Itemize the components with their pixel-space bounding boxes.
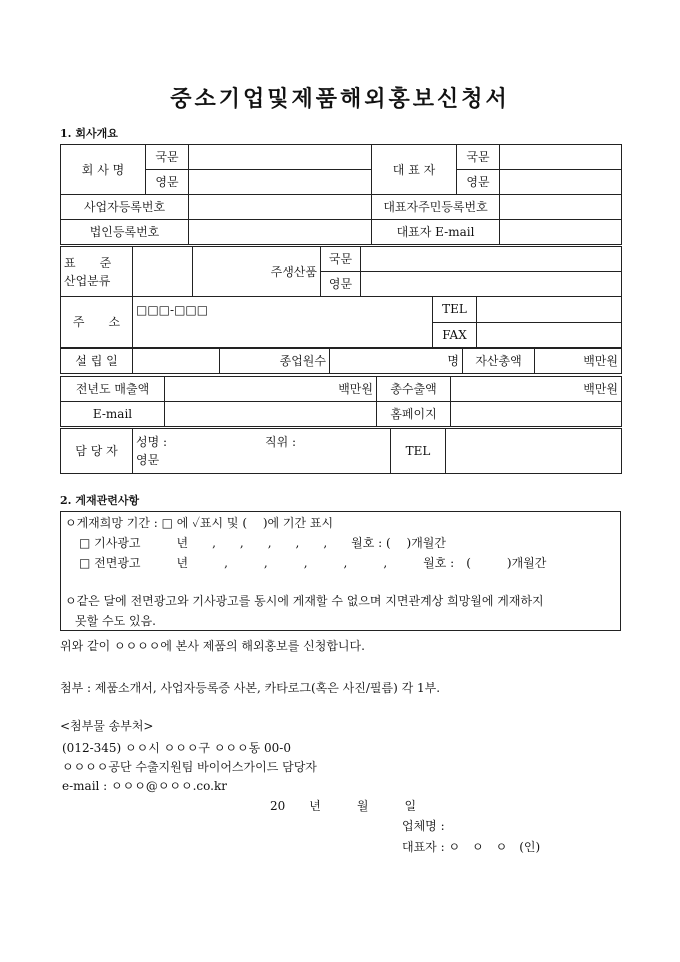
company-name-eng-label: 영문 [146,170,189,195]
company-sign-line: 업체명 : [402,819,445,833]
main-product-kor-field[interactable] [361,247,622,272]
full-page-ad-option[interactable]: □ 전면광고 년 , , , , , 월호 : ( )개월간 [79,556,547,570]
employees-label: 종업원수 [220,349,330,374]
send-to-department: ㅇㅇㅇㅇ공단 수출지원팀 바이어스가이드 담당자 [62,760,317,774]
attachments-line: 첨부 : 제품소개서, 사업자등록증 사본, 카타로그(혹은 사진/필름) 각 1부. [60,681,441,695]
biz-reg-no-label: 사업자등록번호 [61,195,189,220]
industry-class-label [61,247,133,297]
ad-note-line1: ㅇ같은 달에 전면광고와 기사광고를 동시에 게재할 수 없으며 지면관계상 희망월에 게재하지 [65,594,544,608]
main-product-eng-field[interactable] [361,272,622,297]
article-ad-option[interactable]: □ 기사광고 년 , , , , , 월호 : ( )개월간 [79,536,446,550]
ceo-label: 대 표 자 [372,145,457,195]
ceo-email-field[interactable] [500,220,622,245]
ceo-eng-label: 영문 [457,170,500,195]
send-to-heading: <첨부물 송부처> [60,719,154,733]
company-name-kor-label: 국문 [146,145,189,170]
ad-period-box [60,511,621,631]
contact-eng-label: 영문 [136,453,160,467]
contact-person-field[interactable] [133,429,391,474]
contact-person-label: 담 당 자 [61,429,133,474]
send-to-email: e-mail : ㅇㅇㅇ@ㅇㅇㅇ.co.kr [62,779,227,793]
company-info-table-a [60,144,622,245]
ceo-email-label: 대표자 E-mail [372,220,500,245]
section1-heading: 1. 회사개요 [60,127,118,140]
application-statement: 위와 같이 ㅇㅇㅇㅇ에 본사 제품의 해외홍보를 신청합니다. [60,639,365,653]
company-info-table-c [60,296,622,348]
company-info-table-b [60,246,622,297]
send-to-address: (012-345) ㅇㅇ시 ㅇㅇㅇ구 ㅇㅇㅇ동 00-0 [62,741,291,755]
ceo-sign-line: 대표자 : ㅇ ㅇ ㅇ (인) [402,840,541,854]
last-year-sales-label: 전년도 매출액 [61,377,165,402]
total-exports-label: 총수출액 [377,377,451,402]
company-name-eng-field[interactable] [189,170,372,195]
tel-label: TEL [433,297,477,323]
fax-field[interactable] [477,322,622,348]
contact-name-label: 성명 : [136,435,168,449]
ceo-kor-label: 국문 [457,145,500,170]
total-assets-label: 자산총액 [463,349,535,374]
main-product-label: 주생산품 [193,247,321,297]
ceo-id-no-field[interactable] [500,195,622,220]
total-exports-field[interactable]: 백만원 [451,377,622,402]
established-label: 설 립 일 [61,349,133,374]
company-info-table-f [60,428,622,474]
industry-class-field[interactable] [133,247,193,297]
company-name-kor-field[interactable] [189,145,372,170]
date-line: 20 년 월 일 [270,799,417,813]
ceo-eng-field[interactable] [500,170,622,195]
industry-class-line2: 산업분류 [64,273,111,288]
main-product-eng-label: 영문 [321,272,361,297]
company-info-table-e [60,376,622,427]
ceo-id-no-label: 대표자주민등록번호 [372,195,500,220]
contact-tel-label: TEL [391,429,446,474]
address-field[interactable]: □□□-□□□ [133,297,433,348]
email-field[interactable] [165,402,377,427]
tel-field[interactable] [477,297,622,323]
industry-class-line1: 표 준 [64,255,112,270]
corp-reg-no-field[interactable] [189,220,372,245]
ad-period-instruction: ㅇ게재희망 기간 : □ 에 ✓표시 및 ( )에 기간 표시 [65,516,334,530]
total-assets-field[interactable]: 백만원 [535,349,622,374]
biz-reg-no-field[interactable] [189,195,372,220]
section2-heading: 2. 게재관련사항 [60,494,140,507]
page-title: 중소기업및제품해외홍보신청서 [170,86,510,112]
contact-tel-field[interactable] [446,429,622,474]
ad-note-line2: 못할 수도 있음. [75,614,156,628]
main-product-kor-label: 국문 [321,247,361,272]
company-name-label: 회 사 명 [61,145,146,195]
address-label: 주 소 [61,297,133,348]
contact-position-label: 직위 : [265,435,297,449]
company-info-table-d [60,348,622,374]
ceo-kor-field[interactable] [500,145,622,170]
email-label: E-mail [61,402,165,427]
employees-field[interactable]: 명 [330,349,463,374]
homepage-label: 홈페이지 [377,402,451,427]
established-field[interactable] [133,349,220,374]
fax-label: FAX [433,322,477,348]
corp-reg-no-label: 법인등록번호 [61,220,189,245]
last-year-sales-field[interactable]: 백만원 [165,377,377,402]
homepage-field[interactable] [451,402,622,427]
